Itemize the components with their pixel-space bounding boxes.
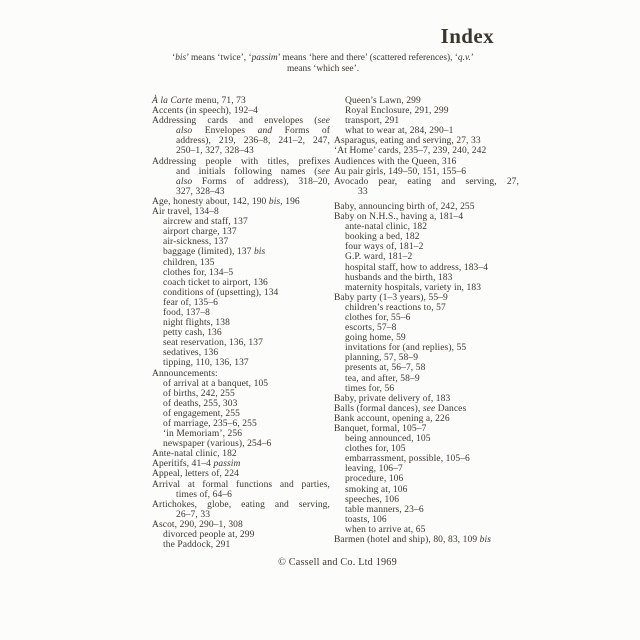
index-line: presents at, 56–7, 58: [345, 363, 426, 374]
index-line: Baby on N.H.S., having a, 181–4: [334, 212, 464, 223]
index-line: children’s reactions to, 57: [345, 302, 446, 313]
index-line: times for, 56: [345, 383, 395, 394]
index-line: clothes for, 134–5: [163, 267, 234, 278]
index-column-left: [152, 96, 330, 550]
index-column-right: [334, 96, 519, 545]
index-line: escorts, 57–8: [345, 323, 397, 334]
index-line: also Envelopes and Forms of: [176, 126, 330, 137]
index-line: Ante-natal clinic, 182: [152, 449, 237, 460]
index-line: what to wear at, 284, 290–1: [345, 126, 454, 137]
index-line: Appeal, letters of, 224: [152, 469, 239, 480]
index-line: Avocado pear, eating and serving, 27,: [334, 176, 519, 187]
index-line: the Paddock, 291: [163, 540, 231, 551]
index-line: maternity hospitals, variety in, 183: [345, 282, 482, 293]
index-line: food, 137–8: [163, 307, 211, 318]
index-line: booking a bed, 182: [345, 232, 420, 243]
index-line: of births, 242, 255: [163, 388, 235, 399]
index-line: Royal Enclosure, 291, 299: [345, 106, 449, 117]
index-line: coach ticket to airport, 136: [163, 277, 268, 288]
index-line: of deaths, 255, 303: [163, 398, 238, 409]
index-line: Arrival at formal functions and parties,: [152, 479, 330, 490]
page-title: Index: [440, 24, 494, 48]
index-line: clothes for, 55–6: [345, 312, 411, 323]
index-line: Queen’s Lawn, 299: [345, 96, 421, 106]
index-line: clothes for, 105: [345, 444, 406, 455]
index-line: fear of, 135–6: [163, 297, 218, 308]
index-line: Baby, announcing birth of, 242, 255: [334, 201, 475, 212]
index-line: Age, honesty about, 142, 190 bis, 196: [152, 196, 300, 207]
index-line: G.P. ward, 181–2: [345, 252, 413, 263]
index-line: 33: [358, 186, 368, 197]
index-line: toasts, 106: [345, 514, 387, 525]
index-line: Accents (in speech), 192–4: [152, 106, 259, 117]
index-line: husbands and the birth, 183: [345, 272, 453, 283]
index-line: also Forms of address), 318–20,: [176, 176, 330, 187]
index-line: address), 219, 236–8, 241–2, 247,: [176, 136, 330, 147]
index-line: procedure, 106: [345, 474, 404, 485]
index-line: baggage (limited), 137 bis: [163, 247, 266, 258]
index-line: leaving, 106–7: [345, 464, 403, 475]
index-line: transport, 291: [345, 116, 400, 127]
index-line: Addressing cards and envelopes (see: [152, 116, 330, 127]
index-line: ante-natal clinic, 182: [345, 222, 428, 233]
index-line: Artichokes, globe, eating and serving,: [152, 499, 330, 510]
index-line: Au pair girls, 149–50, 151, 155–6: [334, 166, 467, 177]
index-line: Baby, private delivery of, 183: [334, 393, 451, 404]
index-line: Barmen (hotel and ship), 80, 83, 109 bis: [334, 535, 492, 546]
usage-note-line-2: means ‘which see’.: [286, 64, 360, 74]
index-line: going home, 59: [345, 333, 406, 344]
index-line: Asparagus, eating and serving, 27, 33: [334, 136, 481, 147]
index-line: when to arrive at, 65: [345, 524, 426, 535]
index-line: Balls (formal dances), see Dances: [334, 403, 467, 414]
index-line: of arrival at a banquet, 105: [163, 378, 269, 389]
index-line: sedatives, 136: [163, 348, 219, 359]
index-line: ‘At Home’ cards, 235–7, 239, 240, 242: [334, 146, 487, 157]
index-line: children, 135: [163, 257, 215, 268]
index-line: newspaper (various), 254–6: [163, 439, 272, 450]
index-line: conditions of (upsetting), 134: [163, 287, 279, 298]
index-line: divorced people at, 299: [163, 530, 255, 541]
index-line: tipping, 110, 136, 137: [163, 358, 249, 369]
index-line: À la Carte menu, 71, 73: [152, 96, 246, 106]
index-line: 327, 328–43: [176, 186, 225, 197]
index-line: tea, and after, 58–9: [345, 373, 420, 384]
index-line: air-sickness, 137: [163, 237, 229, 248]
index-line: seat reservation, 136, 137: [163, 338, 263, 349]
index-line: aircrew and staff, 137: [163, 217, 248, 228]
index-line: Announcements:: [152, 368, 218, 379]
index-line: Banquet, formal, 105–7: [334, 424, 427, 434]
index-line: petty cash, 136: [163, 328, 222, 339]
index-line: invitations for (and replies), 55: [345, 343, 467, 354]
index-line: Baby party (1–3 years), 55–9: [334, 292, 448, 303]
index-line: 250–1, 327, 328–43: [176, 146, 254, 157]
index-line: four ways of, 181–2: [345, 242, 424, 253]
index-line: of engagement, 255: [163, 408, 240, 419]
index-line: being announced, 105: [345, 434, 431, 445]
index-line: Ascot, 290, 290–1, 308: [152, 519, 243, 530]
index-line: Aperitifs, 41–4 passim: [152, 459, 241, 470]
index-line: Audiences with the Queen, 316: [334, 156, 457, 167]
usage-note-line-1: ‘bis’ means ‘twice’, ‘passim’ means ‘here and there’ (scattered references), ‘q.v.’: [172, 53, 474, 63]
index-line: and initials following names (see: [176, 166, 330, 177]
index-line: Bank account, opening a, 226: [334, 413, 450, 424]
index-line: ‘in Memoriam’, 256: [163, 429, 243, 440]
index-line: 26–7, 33: [176, 509, 211, 520]
index-line: planning, 57, 58–9: [345, 353, 419, 364]
index-line: hospital staff, how to address, 183–4: [345, 262, 489, 273]
copyright-notice: © Cassell and Co. Ltd 1969: [278, 557, 397, 568]
index-line: smoking at, 106: [345, 484, 408, 495]
usage-note: [145, 53, 501, 75]
index-line: airport charge, 137: [163, 227, 237, 238]
index-line: speeches, 106: [345, 494, 400, 505]
index-line: night flights, 138: [163, 318, 230, 329]
index-line: embarrassment, possible, 105–6: [345, 454, 470, 465]
index-line: Addressing people with titles, prefixes: [152, 156, 330, 167]
index-line: of marriage, 235–6, 255: [163, 419, 257, 429]
index-line: Air travel, 134–8: [152, 207, 219, 218]
index-line: table manners, 23–6: [345, 504, 424, 515]
index-line: times of, 64–6: [176, 489, 233, 500]
